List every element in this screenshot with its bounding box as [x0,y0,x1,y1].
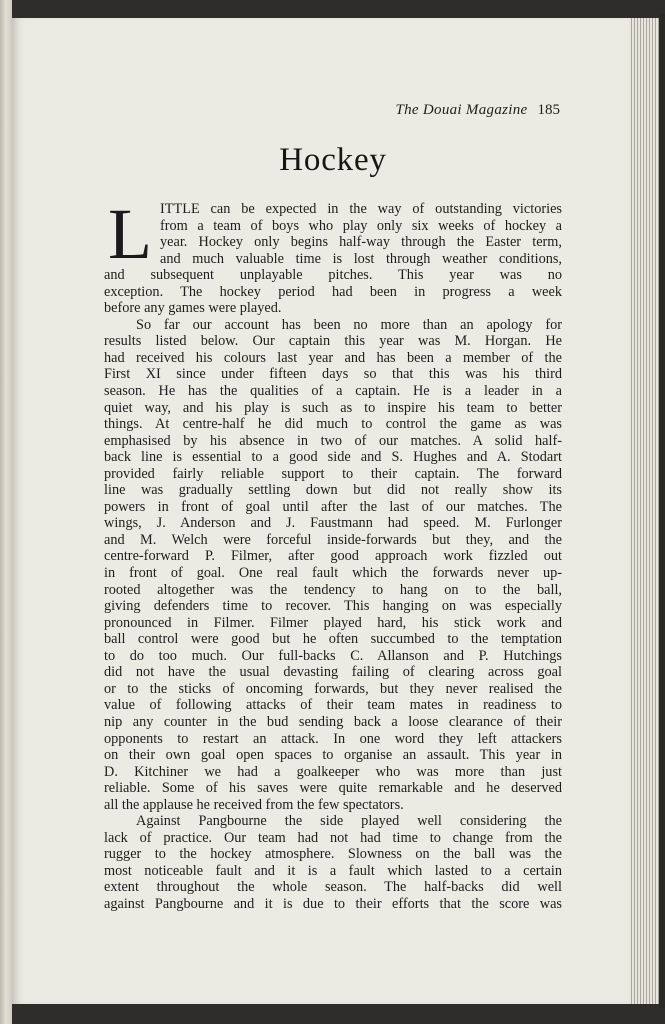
text-line: centre-forward P. Filmer, after good approach work fizzled out [104,548,562,565]
text-line: had received his colours last year and has been a member of the [104,349,562,366]
text-line: giving defenders time to recover. This hanging on was especially [104,598,562,615]
text-line: wings, J. Anderson and J. Faustmann had speed. M. Furlonger [104,515,562,532]
text-line: results listed below. Our captain this year was M. Horgan. He [104,333,562,350]
page-number: 185 [537,102,560,118]
article-body [104,194,562,913]
text-line: most noticeable fault and it is a fault which lasted to a certain [104,862,562,879]
text-line: First XI since under fifteen days so that this was his third [104,366,562,383]
text-line: line was gradually settling down but did not really show its [104,482,562,499]
text-line: to do too much. Our full-backs C. Allanson and P. Hutchings [104,647,562,664]
text-line: or to the sticks of oncoming forwards, but they never realised the [104,680,562,697]
text-line: against Pangbourne and it is due to their efforts that the score was [104,895,562,912]
text-line: provided fairly reliable support to their captain. The forward [104,465,562,482]
page-edge-shadow [659,14,665,1008]
page-edges [629,18,661,1004]
text-line: pronounced in Filmer. Filmer played hard, his stick work and [104,614,562,631]
text-line: exception. The hockey period had been in progress a week [104,283,562,300]
text-line: rugger to the hockey atmosphere. Slowness on the ball was the [104,846,562,863]
text-line: reliable. Some of his saves were quite remarkable and he deserved [104,780,562,797]
book-binding-edge [0,0,12,1024]
text-line: lack of practice. Our team had not had time to change from the [104,829,562,846]
text-line: ITTLE can be expected in the way of outstanding victories [159,201,562,217]
text-line: before any games were played. [104,300,282,317]
text-line: opponents to restart an attack. In one word they left attackers [104,730,562,747]
text-line: things. At centre-half he did much to control the game as was [104,416,562,433]
text-line: extent throughout the whole season. The half-backs did well [104,879,562,896]
text-line: did not have the usual devasting failing of clearing across goal [104,664,562,681]
text-line: value of following attacks of their team mates in readiness to [104,697,562,714]
text-line: from a team of boys who play only six weeks of hockey a [159,217,562,234]
text-line: powers in front of goal until after the last of our matches. The [104,498,562,515]
text-line: D. Kitchiner we had a goalkeeper who was more than just [104,763,562,780]
text-line: So far our account has been no more than an apology for [136,316,562,333]
text-line: year. Hockey only begins half-way through the Easter term, [159,234,562,251]
text-line: season. He has the qualities of a captain. He is a leader in a [104,383,562,400]
text-line: on their own goal open spaces to organise an assault. This year in [104,747,562,764]
text-line: back line is essential to a good side and S. Hughes and A. Stodart [104,449,562,466]
text-line: in front of goal. One real fault which the forwards never up- [104,565,562,582]
text-line: and much valuable time is lost through weather conditions, [159,250,562,267]
text-line: and subsequent unplayable pitches. This year was no [104,267,562,284]
text-line: and M. Welch were forceful inside-forwards but they, and the [104,531,562,548]
text-line: quiet way, and his play is such as to inspire his team to better [104,399,562,416]
text-line: nip any counter in the bud sending back a loose clearance of their [104,713,562,730]
text-line: all the applause he received from the few spectators. [104,796,404,813]
text-line: Against Pangbourne the side played well considering the [136,813,562,830]
article-title: Hockey [279,142,387,178]
drop-cap: L [108,194,152,274]
running-header [360,102,560,119]
magazine-title: The Douai Magazine [395,102,528,118]
text-line: emphasised by his absence in two of our matches. A solid half- [104,432,562,449]
text-line: ball control were good but he often succumbed to the temptation [104,631,562,648]
text-line: rooted altogether was the tendency to hang on to the ball, [104,581,562,598]
